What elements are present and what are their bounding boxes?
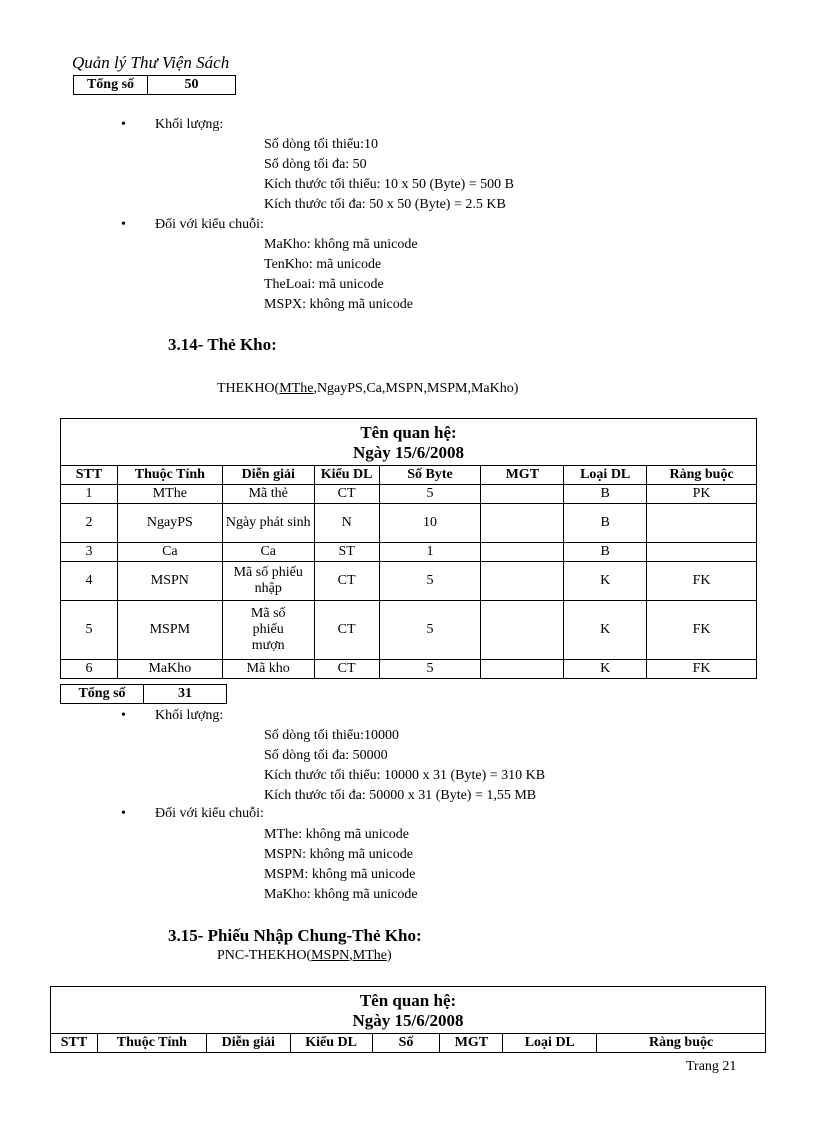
cell: Mã thẻ <box>222 485 314 504</box>
column-header: Loại DL <box>564 466 647 485</box>
string-line: TenKho: mã unicode <box>264 257 382 272</box>
relation-schema-1 <box>217 381 518 397</box>
cell: 1 <box>379 543 481 562</box>
cell: FK <box>647 601 757 660</box>
cell <box>481 660 564 679</box>
cell: FK <box>647 562 757 601</box>
volume-line: Kích thước tối thiểu: 10 x 50 (Byte) = 500 B <box>264 177 514 192</box>
schema-key: MSPN <box>311 948 350 963</box>
column-header: Thuộc Tính <box>97 1034 206 1053</box>
volume-line: Kích thước tối đa: 50000 x 31 (Byte) = 1,55 MB <box>264 788 537 803</box>
string-line: MSPX: không mã unicode <box>264 297 413 312</box>
cell <box>481 562 564 601</box>
relation-title-cell <box>51 987 766 1034</box>
cell: B <box>564 543 647 562</box>
relation-name-label: Tên quan hệ: <box>360 423 457 442</box>
volume-line: Số dòng tối thiểu:10000 <box>264 728 399 743</box>
cell: 3 <box>61 543 118 562</box>
bullet-icon: • <box>121 117 126 132</box>
cell: 6 <box>61 660 118 679</box>
column-header: Thuộc Tính <box>117 466 222 485</box>
cell: MThe <box>117 485 222 504</box>
cell <box>481 601 564 660</box>
column-header: MGT <box>440 1034 503 1053</box>
cell: 5 <box>379 601 481 660</box>
string-line: MaKho: không mã unicode <box>264 237 418 252</box>
bullet-icon: • <box>121 708 126 723</box>
string-label-1: Đối với kiểu chuỗi: <box>155 217 264 232</box>
cell: N <box>314 504 379 543</box>
cell: B <box>564 485 647 504</box>
string-line: MThe: không mã unicode <box>264 827 410 842</box>
cell <box>647 504 757 543</box>
volume-line: Kích thước tối thiểu: 10000 x 31 (Byte) = 310 KB <box>264 768 546 783</box>
string-line: MaKho: không mã unicode <box>264 887 418 902</box>
cell: MaKho <box>117 660 222 679</box>
cell: CT <box>314 562 379 601</box>
total-value: 31 <box>144 685 227 704</box>
schema-prefix: PNC-THEKHO( <box>217 948 312 963</box>
relation-table-2 <box>50 986 766 1053</box>
cell: 4 <box>61 562 118 601</box>
cell: Mã kho <box>222 660 314 679</box>
total-value: 50 <box>148 76 236 95</box>
cell: Mã số phiếu nhập <box>222 562 314 601</box>
relation-title-cell <box>61 419 757 466</box>
relation-date: Ngày 15/6/2008 <box>353 443 464 462</box>
bullet-icon: • <box>121 217 126 232</box>
cell: 10 <box>379 504 481 543</box>
cell: Ca <box>222 543 314 562</box>
column-header: Ràng buộc <box>647 466 757 485</box>
cell <box>481 485 564 504</box>
cell: MSPN <box>117 562 222 601</box>
string-line: TheLoai: mã unicode <box>264 277 384 292</box>
cell <box>647 543 757 562</box>
column-header: MGT <box>481 466 564 485</box>
section-title-3-15: 3.15- Phiếu Nhập Chung-Thẻ Kho: <box>168 926 422 945</box>
cell: FK <box>647 660 757 679</box>
table-row <box>61 660 757 679</box>
table-row <box>61 562 757 601</box>
string-label-2: Đối với kiểu chuỗi: <box>155 806 264 821</box>
cell: PK <box>647 485 757 504</box>
total-table-2 <box>60 684 227 704</box>
total-label: Tổng số <box>74 76 148 95</box>
cell: B <box>564 504 647 543</box>
volume-line: Số dòng tối đa: 50 <box>264 157 367 172</box>
cell: ST <box>314 543 379 562</box>
cell: 5 <box>379 485 481 504</box>
cell <box>481 504 564 543</box>
cell: Ngày phát sinh <box>222 504 314 543</box>
volume-label-1: Khối lượng: <box>155 117 224 132</box>
cell: 5 <box>61 601 118 660</box>
volume-label-2: Khối lượng: <box>155 708 224 723</box>
cell: K <box>564 601 647 660</box>
string-line: MSPN: không mã unicode <box>264 847 413 862</box>
cell: MSPM <box>117 601 222 660</box>
cell: K <box>564 562 647 601</box>
cell: NgayPS <box>117 504 222 543</box>
schema-rest: ,NgayPS,Ca,MSPN,MSPM,MaKho) <box>313 381 519 396</box>
schema-end: ) <box>386 948 392 963</box>
cell: CT <box>314 660 379 679</box>
cell: K <box>564 660 647 679</box>
section-title-3-14: 3.14- Thẻ Kho: <box>168 335 277 354</box>
schema-sep: , <box>349 948 353 963</box>
cell: CT <box>314 485 379 504</box>
cell: CT <box>314 601 379 660</box>
column-header: Loại DL <box>503 1034 597 1053</box>
column-header: Số Byte <box>379 466 481 485</box>
bullet-icon: • <box>121 806 126 821</box>
volume-line: Số dòng tối đa: 50000 <box>264 748 388 763</box>
cell: Ca <box>117 543 222 562</box>
cell: Mã số phiếu mượn <box>222 601 314 660</box>
relation-date: Ngày 15/6/2008 <box>352 1011 464 1030</box>
column-header: Số <box>372 1034 440 1053</box>
cell: 1 <box>61 485 118 504</box>
column-header: Ràng buộc <box>597 1034 766 1053</box>
relation-table-1 <box>60 418 757 679</box>
cell: 2 <box>61 504 118 543</box>
total-table-1 <box>73 75 236 95</box>
column-header: STT <box>51 1034 98 1053</box>
cell: 5 <box>379 660 481 679</box>
cell <box>481 543 564 562</box>
relation-schema-2 <box>217 948 392 964</box>
column-header: Diễn giải <box>222 466 314 485</box>
table-row <box>61 504 757 543</box>
cell: 5 <box>379 562 481 601</box>
volume-line: Số dòng tối thiểu:10 <box>264 137 378 152</box>
relation-name-label: Tên quan hệ: <box>359 991 457 1010</box>
column-header: Kiểu DL <box>290 1034 372 1053</box>
column-header: STT <box>61 466 118 485</box>
schema-key: MThe <box>352 948 387 963</box>
schema-key: MThe <box>279 381 314 396</box>
page-number: Trang 21 <box>686 1059 737 1074</box>
string-line: MSPM: không mã unicode <box>264 867 416 882</box>
table-row <box>61 601 757 660</box>
column-header: Diễn giải <box>206 1034 290 1053</box>
table-row <box>61 485 757 504</box>
column-header: Kiểu DL <box>314 466 379 485</box>
volume-line: Kích thước tối đa: 50 x 50 (Byte) = 2.5 KB <box>264 197 506 212</box>
table-row <box>61 543 757 562</box>
total-label: Tổng số <box>61 685 144 704</box>
schema-prefix: THEKHO( <box>217 381 280 396</box>
document-header: Quản lý Thư Viện Sách <box>72 53 230 72</box>
